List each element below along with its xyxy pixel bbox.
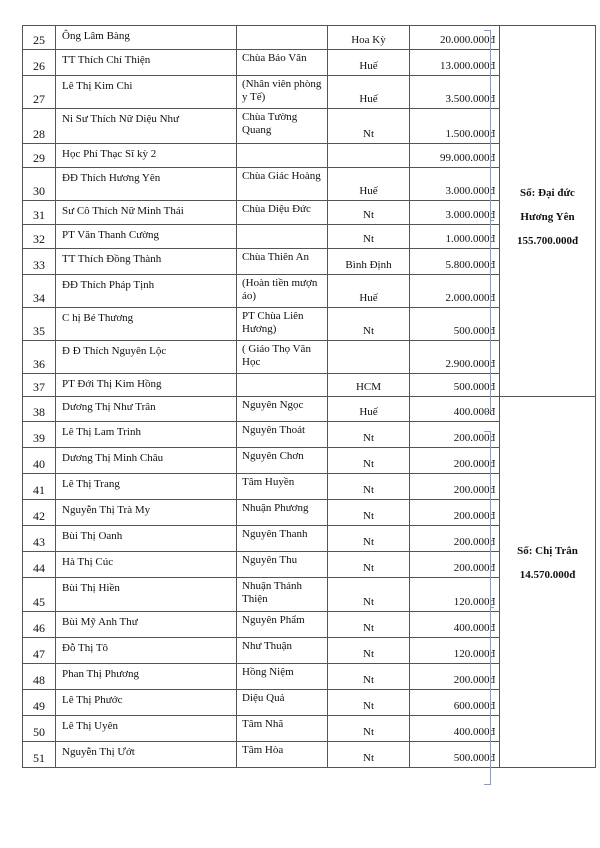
donor-name: Bùi Mỹ Anh Thư [56, 612, 237, 638]
donor-unit: Tâm Hòa [237, 742, 328, 768]
donor-name: Ni Sư Thích Nữ Diệu Như [56, 109, 237, 144]
donation-amount: 200.000đ [410, 474, 500, 500]
donor-name: Lê Thị Phước [56, 690, 237, 716]
donor-name: Lê Thị Uyên [56, 716, 237, 742]
donor-unit: PT Chùa Liên Hương) [237, 308, 328, 341]
donation-amount: 120.000đ [410, 638, 500, 664]
donor-name: TT Thích Chí Thiện [56, 50, 237, 76]
row-number: 32 [23, 225, 56, 249]
donation-amount: 600.000đ [410, 690, 500, 716]
donor-place: Nt [328, 500, 410, 526]
row-number: 49 [23, 690, 56, 716]
donor-unit: Tâm Huyền [237, 474, 328, 500]
donation-amount: 500.000đ [410, 308, 500, 341]
donation-amount: 2.900.000đ [410, 341, 500, 374]
donor-name: Ông Lâm Bàng [56, 26, 237, 50]
donation-amount: 200.000đ [410, 448, 500, 474]
donor-place: Nt [328, 578, 410, 612]
row-number: 35 [23, 308, 56, 341]
donor-name: TT Thích Đồng Thành [56, 249, 237, 275]
donor-place: Nt [328, 225, 410, 249]
donor-place: Huế [328, 168, 410, 201]
donor-unit: ( Giáo Thọ Văn Học [237, 341, 328, 374]
donor-place: Huế [328, 397, 410, 422]
group-label: Số: Đại đức [520, 187, 575, 199]
donor-name: Bùi Thị Oanh [56, 526, 237, 552]
group-total: 155.700.000đ [516, 235, 579, 247]
row-number: 31 [23, 201, 56, 225]
donor-place: Nt [328, 552, 410, 578]
donor-unit: (Hoàn tiền mượn áo) [237, 275, 328, 308]
donor-name: Nguyễn Thị Trà My [56, 500, 237, 526]
donor-name: Đ Đ Thích Nguyên Lộc [56, 341, 237, 374]
donor-place: Nt [328, 109, 410, 144]
group-total: 14.570.000đ [519, 569, 576, 581]
row-number: 38 [23, 397, 56, 422]
row-number: 50 [23, 716, 56, 742]
donation-amount: 400.000đ [410, 612, 500, 638]
donor-name: Học Phí Thạc Sĩ kỳ 2 [56, 144, 237, 168]
donor-name: Phan Thị Phương [56, 664, 237, 690]
row-number: 28 [23, 109, 56, 144]
donor-place: Nt [328, 716, 410, 742]
donation-amount: 13.000.000đ [410, 50, 500, 76]
donation-amount: 1.500.000đ [410, 109, 500, 144]
table-row [23, 26, 596, 50]
donor-unit: Nguyên Phẩm [237, 612, 328, 638]
donation-sheet [22, 25, 579, 768]
donation-amount: 120.000đ [410, 578, 500, 612]
donor-place: Nt [328, 308, 410, 341]
table-row [23, 397, 596, 422]
donation-amount: 200.000đ [410, 526, 500, 552]
row-number: 36 [23, 341, 56, 374]
donation-amount: 3.000.000đ [410, 168, 500, 201]
donor-name: Lê Thị Kim Chi [56, 76, 237, 109]
donor-unit: Hồng Niệm [237, 664, 328, 690]
donation-amount: 200.000đ [410, 664, 500, 690]
donor-unit: Nguyên Thoát [237, 422, 328, 448]
donor-name: Lê Thị Lam Trinh [56, 422, 237, 448]
row-number: 43 [23, 526, 56, 552]
donor-place: Bình Định [328, 249, 410, 275]
donation-amount: 3.500.000đ [410, 76, 500, 109]
row-number: 46 [23, 612, 56, 638]
donation-amount: 200.000đ [410, 552, 500, 578]
donation-amount: 20.000.000đ [410, 26, 500, 50]
donation-table [22, 25, 596, 768]
donor-place: Nt [328, 742, 410, 768]
donor-unit: Nhuận Thánh Thiện [237, 578, 328, 612]
donor-unit: Chùa Thiên An [237, 249, 328, 275]
row-number: 51 [23, 742, 56, 768]
donor-name: ĐĐ Thích Hương Yên [56, 168, 237, 201]
donor-place: Nt [328, 612, 410, 638]
donor-unit: Nguyên Chơn [237, 448, 328, 474]
donor-name: C hị Bé Thương [56, 308, 237, 341]
row-number: 33 [23, 249, 56, 275]
row-number: 30 [23, 168, 56, 201]
row-number: 45 [23, 578, 56, 612]
row-number: 27 [23, 76, 56, 109]
donor-place: Nt [328, 474, 410, 500]
group-brace-1 [484, 30, 491, 412]
row-number: 26 [23, 50, 56, 76]
donor-name: Hà Thị Cúc [56, 552, 237, 578]
donor-unit: Nhuận Phương [237, 500, 328, 526]
donor-unit: Chùa Diệu Đức [237, 201, 328, 225]
donor-name: Lê Thị Trang [56, 474, 237, 500]
donor-unit [237, 374, 328, 397]
donor-unit: Diệu Quả [237, 690, 328, 716]
row-number: 40 [23, 448, 56, 474]
row-number: 41 [23, 474, 56, 500]
donor-unit: Chùa Giác Hoàng [237, 168, 328, 201]
donor-unit: Tâm Nhã [237, 716, 328, 742]
donor-name: Dương Thị Như Trân [56, 397, 237, 422]
row-number: 34 [23, 275, 56, 308]
row-number: 48 [23, 664, 56, 690]
donor-place [328, 341, 410, 374]
donation-amount: 200.000đ [410, 422, 500, 448]
row-number: 47 [23, 638, 56, 664]
donor-unit: Nguyên Ngọc [237, 397, 328, 422]
donation-amount: 1.000.000đ [410, 225, 500, 249]
group-person: Hương Yên [520, 211, 575, 223]
donation-amount: 400.000đ [410, 716, 500, 742]
donor-unit: Chùa Bảo Vân [237, 50, 328, 76]
donation-amount: 2.000.000đ [410, 275, 500, 308]
donor-unit [237, 26, 328, 50]
row-number: 29 [23, 144, 56, 168]
donor-place [328, 144, 410, 168]
donation-amount: 3.000.000đ [410, 201, 500, 225]
donor-unit: Nguyên Thu [237, 552, 328, 578]
donor-name: Nguyễn Thị Ướt [56, 742, 237, 768]
donor-unit: (Nhân viên phòng y Tế) [237, 76, 328, 109]
donor-place: Nt [328, 664, 410, 690]
donation-amount: 200.000đ [410, 500, 500, 526]
donor-unit [237, 144, 328, 168]
donor-place: Huế [328, 76, 410, 109]
donor-name: Bùi Thị Hiền [56, 578, 237, 612]
donation-amount: 500.000đ [410, 742, 500, 768]
donor-place: Nt [328, 638, 410, 664]
donor-place: Huế [328, 275, 410, 308]
donor-unit: Nguyên Thanh [237, 526, 328, 552]
donor-name: PT Đới Thị Kim Hồng [56, 374, 237, 397]
donor-place: Hoa Kỳ [328, 26, 410, 50]
donor-place: Nt [328, 422, 410, 448]
group-summary [500, 26, 596, 397]
donor-place: Huế [328, 50, 410, 76]
donor-name: Đỗ Thị Tô [56, 638, 237, 664]
donor-place: HCM [328, 374, 410, 397]
donation-amount: 400.000đ [410, 397, 500, 422]
donation-amount: 500.000đ [410, 374, 500, 397]
donor-place: Nt [328, 201, 410, 225]
donor-place: Nt [328, 448, 410, 474]
donation-amount: 5.800.000đ [410, 249, 500, 275]
donor-name: Sư Cô Thích Nữ Minh Thái [56, 201, 237, 225]
row-number: 39 [23, 422, 56, 448]
row-number: 37 [23, 374, 56, 397]
donor-unit: Như Thuận [237, 638, 328, 664]
donor-name: Dương Thị Minh Châu [56, 448, 237, 474]
row-number: 44 [23, 552, 56, 578]
donor-name: PT Văn Thanh Cường [56, 225, 237, 249]
donor-place: Nt [328, 526, 410, 552]
row-number: 42 [23, 500, 56, 526]
group-label: Số: Chị Trân [517, 545, 578, 557]
donor-unit: Chùa Tường Quang [237, 109, 328, 144]
row-number: 25 [23, 26, 56, 50]
donation-amount: 99.000.000đ [410, 144, 500, 168]
group-brace-2 [484, 431, 491, 785]
group-summary [500, 397, 596, 768]
donor-place: Nt [328, 690, 410, 716]
donor-name: ĐĐ Thích Pháp Tịnh [56, 275, 237, 308]
donor-unit [237, 225, 328, 249]
